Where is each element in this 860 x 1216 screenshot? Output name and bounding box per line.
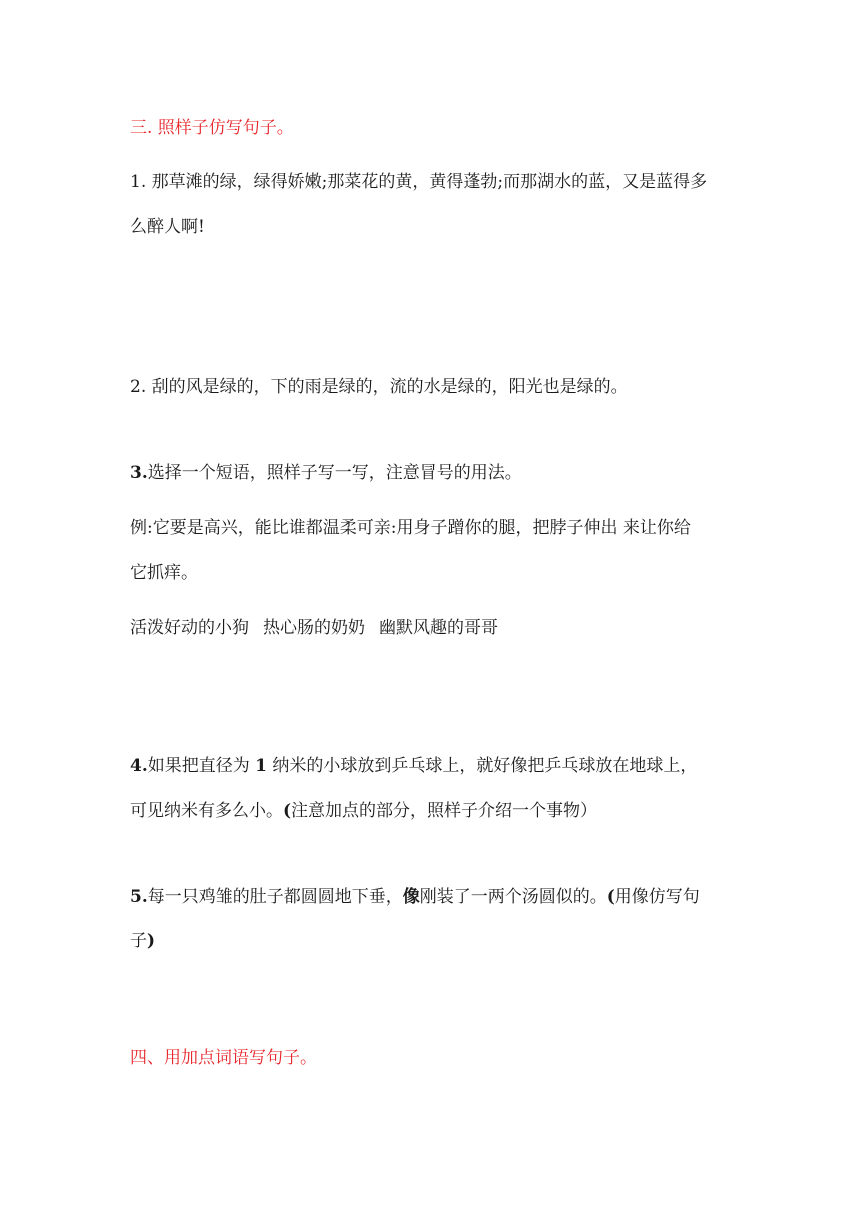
question-4-text-c: 可见纳米有多么小。	[130, 801, 283, 821]
question-4-line-2	[130, 800, 597, 822]
option-brother: 幽默风趣的哥哥	[379, 618, 498, 638]
question-5-line-2	[130, 930, 155, 952]
question-5-note: 用像仿写句	[614, 887, 700, 907]
question-5-text-a: 每一只鸡雏的肚子都圆圆地下垂，	[147, 887, 403, 907]
question-4-number: 4.	[130, 756, 148, 776]
question-4-bold-number: 1	[255, 756, 267, 776]
question-5-paren-open: (	[606, 887, 615, 907]
question-3-prompt	[130, 462, 522, 484]
question-5-bold-word: 像	[402, 887, 420, 907]
option-grandma: 热心肠的奶奶	[263, 618, 365, 638]
section-3-heading: 三. 照样子仿写句子。	[130, 118, 294, 138]
question-3-example-line-1: 例:它要是高兴，能比谁都温柔可亲:用身子蹭你的腿，把脖子伸出 来让你给	[130, 518, 691, 538]
question-4-line-1	[130, 755, 697, 777]
question-3-options	[130, 617, 498, 639]
question-1-line-1: 1. 那草滩的绿，绿得娇嫩;那菜花的黄，黄得蓬勃;而那湖水的蓝，又是蓝得多	[130, 172, 708, 192]
question-3-number: 3.	[130, 463, 148, 483]
question-4-text-a: 如果把直径为	[147, 756, 256, 776]
question-5-paren-close: )	[147, 931, 156, 951]
question-2-line-1: 2. 刮的风是绿的，下的雨是绿的，流的水是绿的，阳光也是绿的。	[130, 377, 628, 397]
question-1-line-2: 么醉人啊!	[130, 217, 205, 237]
question-5-number: 5.	[130, 887, 148, 907]
question-4-paren: (	[283, 801, 292, 821]
question-3-example-line-2: 它抓痒。	[130, 563, 198, 583]
question-4-text-b: 纳米的小球放到乒乓球上，就好像把乒乓球放在地球上，	[267, 756, 698, 776]
question-5-text-b: 刚装了一两个汤圆似的。	[419, 887, 607, 907]
question-5-line-1	[130, 886, 700, 908]
option-puppy: 活泼好动的小狗	[130, 618, 249, 638]
question-3-text: 选择一个短语，照样子写一写，注意冒号的用法。	[147, 463, 522, 483]
section-4-heading: 四、用加点词语写句子。	[130, 1048, 317, 1068]
question-4-note: 注意加点的部分，照样子介绍一个事物）	[291, 801, 598, 821]
question-5-text-c: 子	[130, 931, 147, 951]
